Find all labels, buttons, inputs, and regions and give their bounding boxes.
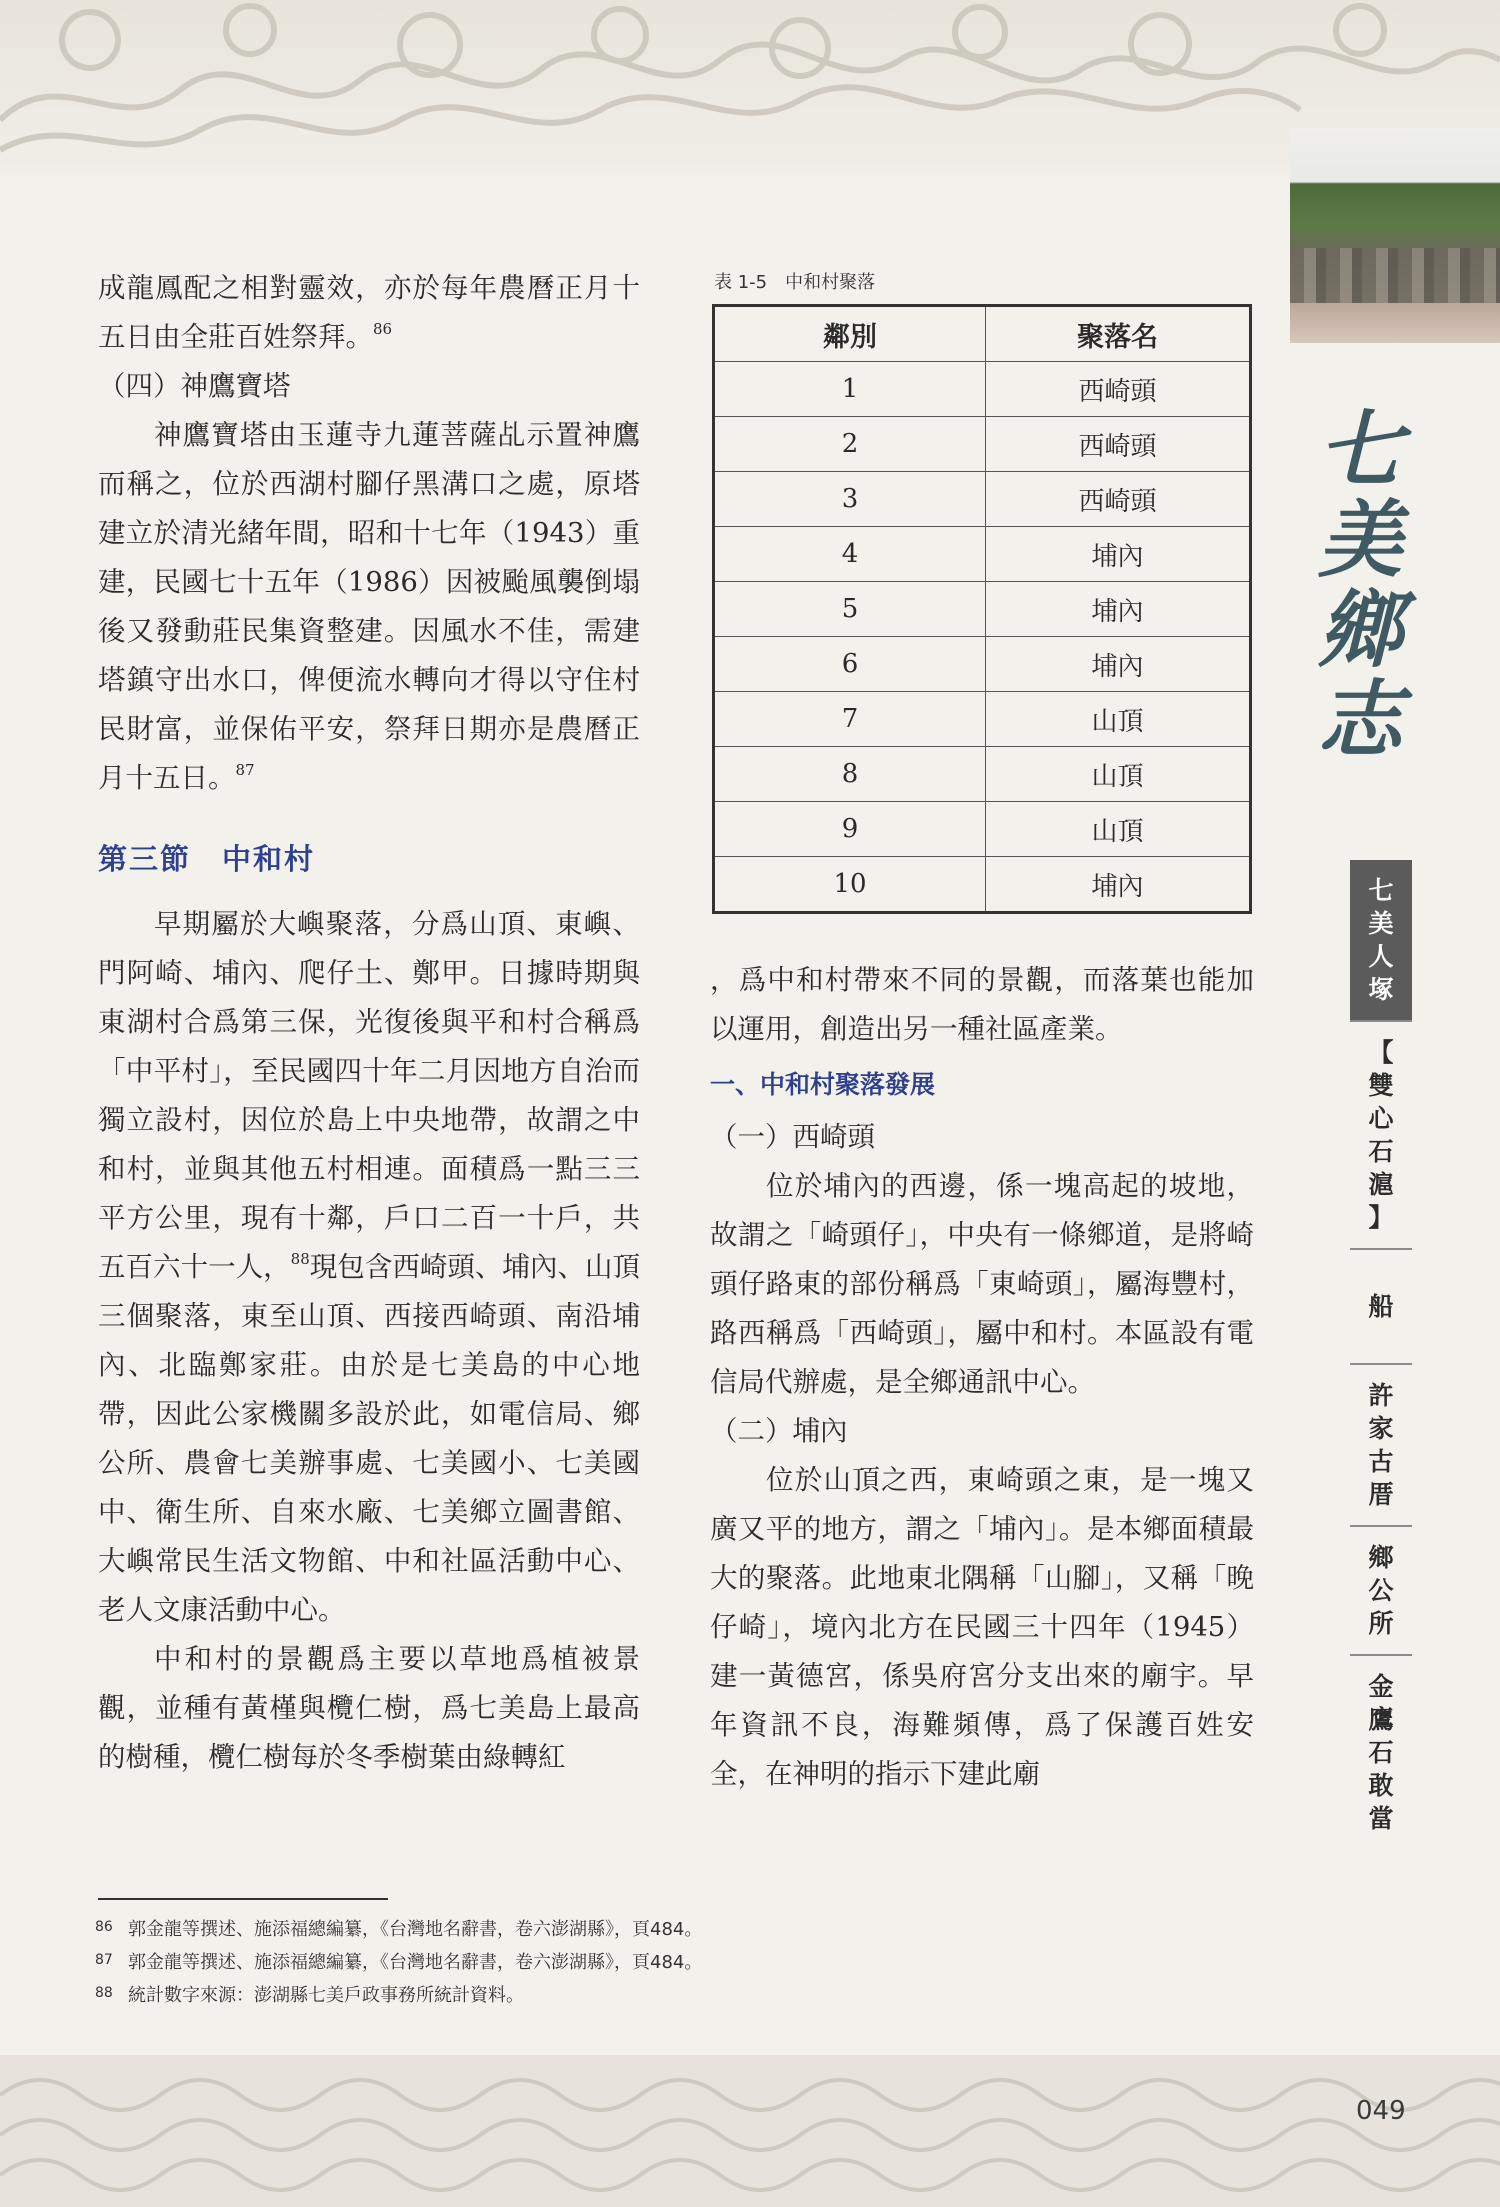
tab-char: 人 (1368, 942, 1394, 971)
paragraph-text: 早期屬於大嶼聚落，分爲山頂、東嶼、門阿崎、埔內、爬仔土、鄭甲。日據時期與東湖村合爲第三保，光復後與平和村合稱爲「中平村」，至民國四十年二月因地方自治而獨立設村，因位於島上中央地帶，故謂之中和村，並與其他五村相連。面積爲一點三三平方公里，現有十鄰，戶口二百一十戶，共五百六十一人， (98, 908, 640, 1283)
tab-char: 】 (1368, 1203, 1394, 1232)
cell-no: 1 (714, 362, 986, 417)
cell-name: 埔內 (986, 637, 1251, 692)
table-row (714, 472, 1251, 527)
table-caption: 表 1-5 中和村聚落 (714, 272, 876, 293)
tab-char: 鄉 (1368, 1543, 1394, 1572)
table-row (714, 582, 1251, 637)
tab-char: 滬 (1368, 1170, 1394, 1199)
tab-char: 美 (1368, 909, 1394, 938)
footnote-text: 統計數字來源：澎湖縣七美戶政事務所統計資料。 (128, 1985, 524, 2006)
tab-char: 金 (1368, 1672, 1394, 1701)
tab-boat[interactable] (1350, 1248, 1412, 1363)
footnote-text: 郭金龍等撰述、施添福總編纂，《台灣地名辭書，卷六澎湖縣》，頁484。 (128, 1919, 703, 1940)
tab-twin-hearts-weir[interactable] (1350, 1020, 1412, 1248)
table-row (714, 802, 1251, 857)
cell-name: 西崎頭 (986, 472, 1251, 527)
footnote-number: 88 (95, 1985, 113, 2001)
tab-township-office[interactable] (1350, 1525, 1412, 1654)
footnote-divider (98, 1898, 388, 1900)
village-table (712, 304, 1252, 914)
tab-char: 雙 (1368, 1071, 1394, 1100)
book-title-calligraphy (1318, 400, 1418, 769)
cell-name: 埔內 (986, 857, 1251, 913)
footnote-ref[interactable]: 87 (235, 761, 255, 779)
tab-char: 【 (1368, 1038, 1394, 1067)
tab-char: 敢 (1368, 1771, 1394, 1800)
cell-no: 4 (714, 527, 986, 582)
tab-hsu-house[interactable] (1350, 1363, 1412, 1525)
tab-char: 家 (1368, 1414, 1394, 1443)
footnote (95, 1978, 1255, 2011)
cell-name: 西崎頭 (986, 362, 1251, 417)
title-char: 七 (1318, 400, 1403, 499)
cell-name: 西崎頭 (986, 417, 1251, 472)
right-text-column (710, 956, 1254, 1799)
paragraph (98, 900, 640, 1635)
subheading: （一）西崎頭 (710, 1121, 875, 1153)
paragraph: 中和村的景觀爲主要以草地爲植被景觀，並種有黃槿與欖仁樹，爲七美島上最高的樹種，欖仁樹每於冬季樹葉由綠轉紅 (98, 1643, 640, 1773)
paragraph: 位於埔內的西邊，係一塊高起的坡地，故謂之「崎頭仔」，中央有一條鄉道，是將崎頭仔路東的部份稱爲「東崎頭」，屬海豐村，路西稱爲「西崎頭」，屬中和村。本區設有電信局代辦處，是全鄉通訊中心。 (710, 1170, 1254, 1398)
tab-char: 厝 (1368, 1480, 1394, 1509)
cell-no: 7 (714, 692, 986, 747)
paragraph (98, 264, 640, 362)
tab-char: 心 (1368, 1104, 1394, 1133)
tab-char: 石 (1368, 1738, 1394, 1767)
stone-wall-graphic (1290, 248, 1500, 303)
paragraph: ，爲中和村帶來不同的景觀，而落葉也能加以運用，創造出另一種社區產業。 (710, 964, 1254, 1045)
footnote-text: 郭金龍等撰述、施添福總編纂，《台灣地名辭書，卷六澎湖縣》，頁484。 (128, 1952, 703, 1973)
tab-char: 公 (1368, 1576, 1394, 1605)
paragraph-text: 成龍鳳配之相對靈效，亦於每年農曆正月十五日由全莊百姓祭拜。 (98, 272, 640, 353)
left-text-column (98, 264, 640, 1782)
table-row (714, 417, 1251, 472)
paragraph: 位於山頂之西，東崎頭之東，是一塊又廣又平的地方，謂之「埔內」。是本鄉面積最大的聚落。此地東北隅稱「山腳」，又稱「晚仔崎」，境內北方在民國三十四年（1945）建一黃德宮，係吳府宮分支出來的廟宇。早年資訊不良，海難頻傳，爲了保護百姓安全，在神明的指示下建此廟 (710, 1464, 1254, 1790)
cell-no: 5 (714, 582, 986, 637)
tab-char: 古 (1368, 1447, 1394, 1476)
header-neighborhood: 鄰別 (714, 306, 986, 362)
tab-golden-eagle-stone[interactable] (1350, 1654, 1412, 1849)
cell-name: 山頂 (986, 802, 1251, 857)
table-row (714, 637, 1251, 692)
subsection-title: 一、中和村聚落發展 (710, 1070, 936, 1099)
tab-char: 鷹 (1368, 1705, 1394, 1734)
table-row (714, 692, 1251, 747)
subheading: （二）埔內 (710, 1415, 848, 1447)
tab-char: 許 (1368, 1381, 1394, 1410)
tab-char: 七 (1368, 876, 1394, 905)
footnotes (95, 1912, 1255, 2011)
cell-name: 山頂 (986, 692, 1251, 747)
subheading: （四）神鷹寶塔 (98, 370, 291, 402)
tab-char: 所 (1368, 1609, 1394, 1638)
tab-qimei-tomb[interactable] (1350, 860, 1412, 1020)
cell-no: 6 (714, 637, 986, 692)
cell-no: 9 (714, 802, 986, 857)
tab-char: 船 (1368, 1292, 1394, 1321)
cell-no: 8 (714, 747, 986, 802)
table-row (714, 747, 1251, 802)
cell-name: 埔內 (986, 527, 1251, 582)
coastal-photo (1290, 128, 1500, 343)
header-settlement: 聚落名 (986, 306, 1251, 362)
title-char: 鄉 (1318, 580, 1403, 679)
tab-char: 塚 (1368, 975, 1394, 1004)
cell-name: 山頂 (986, 747, 1251, 802)
cell-no: 10 (714, 857, 986, 913)
paragraph (98, 411, 640, 803)
footnote (95, 1945, 1255, 1978)
cell-no: 2 (714, 417, 986, 472)
table-row (714, 527, 1251, 582)
tab-char: 當 (1368, 1804, 1394, 1833)
footnote-number: 86 (95, 1919, 113, 1935)
tab-char: 石 (1368, 1137, 1394, 1166)
chapter-tabs (1350, 860, 1412, 1849)
table-header-row (714, 306, 1251, 362)
footnote-number: 87 (95, 1952, 113, 1968)
footnote-ref[interactable]: 88 (290, 1250, 310, 1268)
paragraph-text: 現包含西崎頭、埔內、山頂三個聚落，東至山頂、西接西崎頭、南沿埔內、北臨鄭家莊。由於是七美島的中心地帶，因此公家機關多設於此，如電信局、鄉公所、農會七美辦事處、七美國小、七美國中、衛生所、自來水廠、七美鄉立圖書館、大嶼常民生活文物館、中和社區活動中心、老人文康活動中心。 (98, 1251, 641, 1626)
footnote (95, 1912, 1255, 1945)
wave-pattern-footer (0, 2055, 1500, 2207)
section-title: 第三節 中和村 (98, 842, 316, 876)
title-char: 志 (1318, 670, 1403, 769)
page-number: 049 (1356, 2096, 1406, 2126)
cell-no: 3 (714, 472, 986, 527)
table-row (714, 857, 1251, 913)
cell-name: 埔內 (986, 582, 1251, 637)
footnote-ref[interactable]: 86 (373, 320, 393, 338)
table-row (714, 362, 1251, 417)
title-char: 美 (1318, 490, 1403, 589)
paragraph-text: 神鷹寶塔由玉蓮寺九蓮菩薩乩示置神鷹而稱之，位於西湖村腳仔黑溝口之處，原塔建立於清光緒年間，昭和十七年（1943）重建，民國七十五年（1986）因被颱風襲倒塌後又發動莊民集資整建。因風水不佳，需建塔鎮守出水口，俾便流水轉向才得以守住村民財富，並保佑平安，祭拜日期亦是農曆正月十五日。 (98, 419, 640, 794)
cloud-pattern-header (0, 0, 1500, 175)
